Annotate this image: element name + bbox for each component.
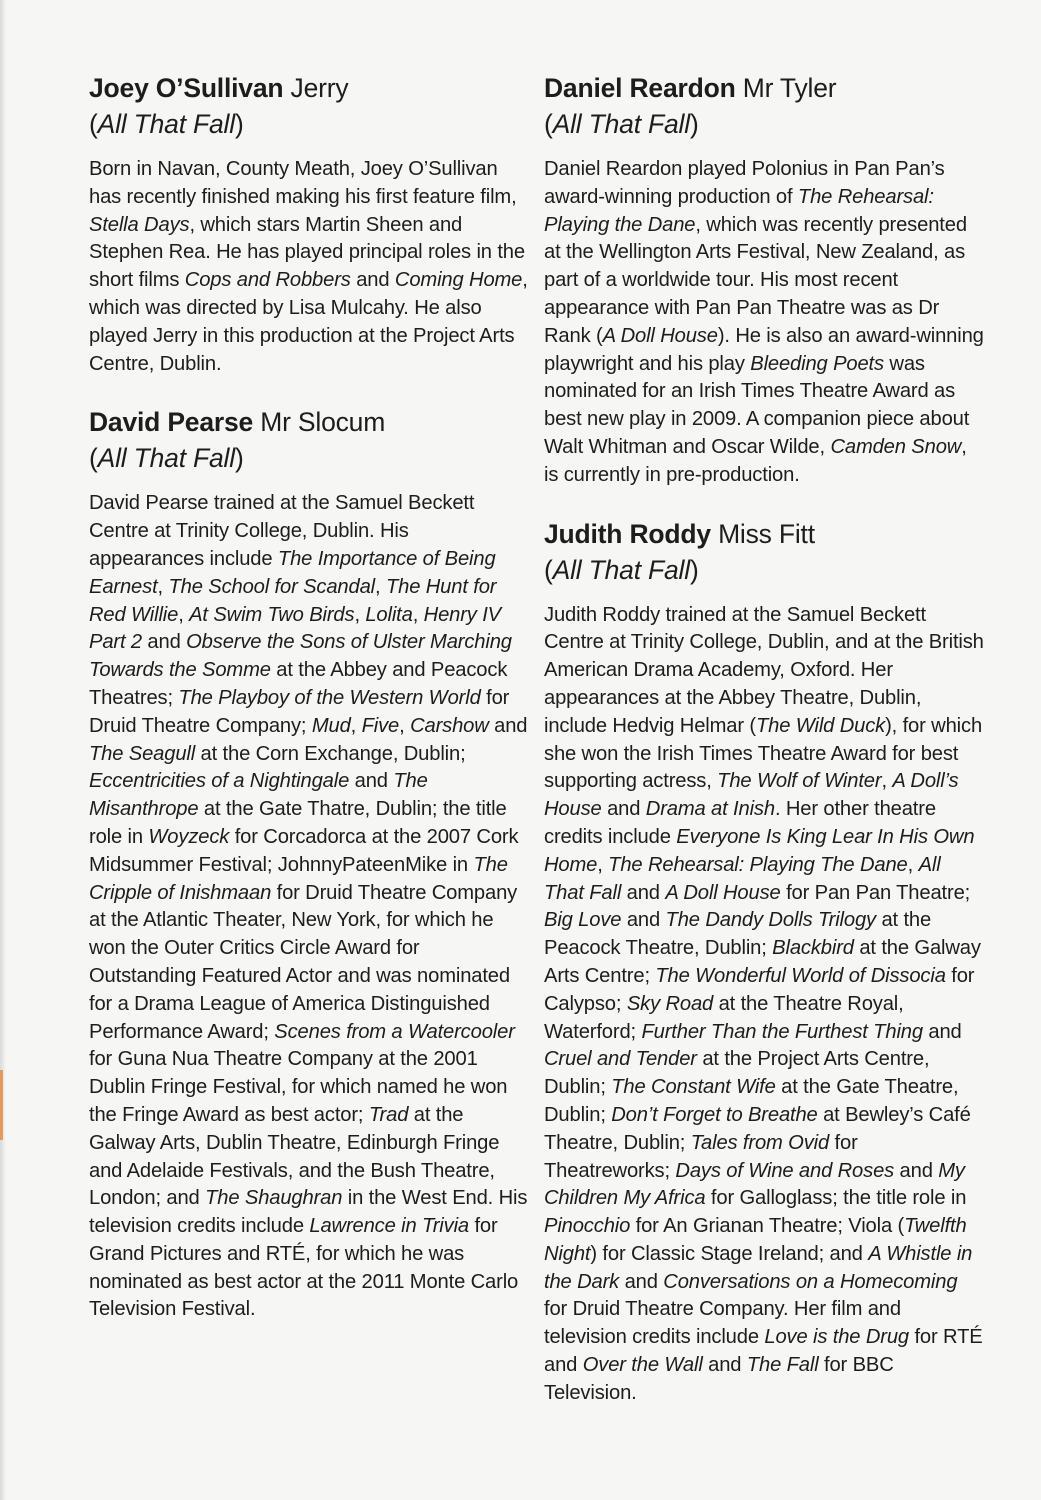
bio-text: for Grand Pictures and RTÉ, for which he was nominated as best actor at the 2011 Monte Carlo Television Festival. [89,1215,519,1321]
bio-text: Judith Roddy trained at the Samuel Beckett Centre at Trinity College, Dublin, and at the British American Drama Academy, Oxford. Her appearances at the Abbey Theatre, Dublin, include Hedvig Helmar ( [544,603,984,737]
bio-text: at the Gate Thatre, Dublin; the title role in [89,798,507,848]
actor-name: Joey O’Sullivan [89,73,284,103]
work-title: Henry IV Part 2 [89,603,501,654]
character-name: Jerry [290,73,349,103]
bio-heading [89,404,529,440]
bio-body [544,156,984,490]
work-title: At Swim Two Birds [189,603,355,626]
bio-body [544,602,984,1408]
bio-text: , [412,603,424,626]
work-title: A Doll House [665,881,781,904]
work-title: Mud [311,714,351,737]
bio-text: , [354,603,366,626]
production-title: (All That Fall) [89,109,244,139]
work-title: Lawrence in Trivia [309,1215,469,1238]
page-edge-shadow [0,0,6,1500]
bio-heading [89,70,529,106]
bio-text: , [178,603,190,626]
bio-text: and [702,1354,747,1377]
bio-judith-roddy [544,516,984,1408]
bio-text: for BBC Television. [544,1354,894,1404]
work-title: Days of Wine and Roses [675,1159,895,1182]
bio-text: , is currently in pre-production. [544,435,967,486]
work-title: All That Fall [544,853,941,904]
bio-text: and [141,631,187,654]
bio-body [89,156,529,378]
work-title: The Rehearsal: Playing The Dane [608,853,908,876]
work-title: Sky Road [626,992,714,1015]
bio-text: , which was directed by Lisa Mulcahy. He also played Jerry in this production at the Project Arts Centre, Dublin. [89,269,528,375]
bio-text: ). He is also an award-winning playwright and his play [544,324,984,375]
bio-text: at the Galway Arts, Dublin Theatre, Edinburgh Fringe and Adelaide Festivals, and the Bush Theatre, London; and [89,1103,500,1210]
work-title: The Wild Duck [755,714,886,737]
bio-text: at the Peacock Theatre, Dublin; [544,909,932,960]
bio-heading [544,516,984,552]
bio-text: for Calypso; [544,964,975,1015]
bio-text: and [601,798,646,821]
bio-text: ), for which she won the Irish Times Theatre Award for best supporting actress, [544,714,983,793]
work-title: Lolita [365,603,413,626]
work-title: A Doll House [602,324,718,347]
production-name: All That Fall [552,109,690,139]
bio-joey-osullivan [89,70,529,378]
production-name: All That Fall [97,443,235,474]
work-title: Woyzeck [148,825,230,848]
actor-name: Daniel Reardon [544,73,736,103]
bio-text: ) for Classic Stage Ireland; and [590,1242,869,1265]
bio-text: and [349,770,394,793]
work-title: Don’t Forget to Breathe [611,1103,818,1126]
work-title: The Cripple of Inishmaan [89,853,508,904]
bio-text: for Druid Theatre Company at the Atlantic Theater, New York, for which he won the Outer Critics Circle Award for Outstanding Featured Actor and was nominated for a Drama League of America Distinguished Performance Award; [89,881,518,1043]
work-title: Stella Days [89,213,190,236]
right-column [544,70,984,1434]
work-title: Carshow [410,714,489,737]
bio-text: in the West End. His television credits include [89,1187,528,1238]
bio-text: and [488,714,528,737]
work-title: Camden Snow [830,435,962,458]
bio-text: at the Theatre Royal, Waterford; [544,992,904,1043]
bio-text: for An Grianan Theatre; Viola ( [630,1215,905,1238]
bio-daniel-reardon [544,70,984,490]
bio-text: and [894,1159,939,1182]
bio-text: at the Gate Theatre, Dublin; [544,1076,959,1126]
bio-text: at the Project Arts Centre, Dublin; [544,1048,930,1099]
bio-text: for Pan Pan Theatre; [780,881,971,904]
work-title: Bleeding Poets [750,352,884,375]
bio-text: for Galloglass; the title role in [705,1187,967,1210]
bio-text: David Pearse trained at the Samuel Beckett Centre at Trinity College, Dublin. His appearances include [89,492,475,570]
work-title: Twelfth Night [544,1215,967,1265]
work-title: The Importance of Being Earnest [89,547,496,598]
character-name: Mr Tyler [742,73,837,103]
work-title: The Hunt for Red Willie [89,575,497,626]
bio-text: at the Abbey and Peacock Theatres; [89,659,508,709]
bio-text: for RTÉ and [544,1326,983,1377]
work-title: My Children My Africa [544,1159,965,1210]
work-title: The Dandy Dolls Trilogy [665,909,876,932]
bio-text: , [375,575,386,598]
work-title: Observe the Sons of Ulster Marching Towards the Somme [89,631,512,682]
bio-text: was nominated for an Irish Times Theatre Award as best new play in 2009. A companion piece about Walt Whitman and Oscar Wilde, [544,352,970,458]
work-title: The Wolf of Winter [717,770,882,793]
bio-text: , [399,714,411,737]
character-name: Mr Slocum [260,407,386,438]
production-title: (All That Fall) [544,109,699,139]
bio-text: and [619,1270,664,1293]
bio-david-pearse [89,404,529,1324]
bio-text: for Guna Nua Theatre Company at the 2001 Dublin Fringe Festival, for which named he won the Fringe Award as best actor; [89,1048,508,1126]
page-edge-mark [0,1070,3,1140]
bio-text: and [350,269,395,292]
work-title: Conversations on a Homecoming [663,1270,958,1293]
work-title: Five [361,714,400,737]
production-name: All That Fall [552,554,690,585]
work-title: The School for Scandal [168,575,376,598]
bio-text: , which stars Martin Sheen and Stephen Rea. He has played principal roles in the short films [89,213,525,292]
bio-text: at the Corn Exchange, Dublin; [195,742,466,765]
work-title: Cops and Robbers [184,269,351,292]
work-title: Love is the Drug [764,1326,909,1349]
bio-text: for Corcadorca at the 2007 Cork Midsummer Festival; JohnnyPateenMike in [89,825,519,876]
left-column [89,70,529,1350]
bio-text: , [597,853,609,876]
bio-text: , [157,575,169,598]
work-title: Further Than the Furthest Thing [641,1020,923,1043]
bio-text: Born in Navan, County Meath, Joey O’Sullivan has recently finished making his first feature film, [89,158,517,208]
work-title: Big Love [544,909,622,932]
bio-text: , [350,714,362,737]
bio-text: Daniel Reardon played Polonius in Pan Pan’s award-winning production of [544,158,945,208]
work-title: Tales from Ovid [690,1131,830,1154]
bio-text: at the Galway Arts Centre; [544,937,981,987]
work-title: The Fall [746,1354,819,1377]
bio-text: and [621,909,666,932]
work-title: Scenes from a Watercooler [274,1020,515,1043]
production-title: (All That Fall) [89,443,244,474]
work-title: A Doll’s House [544,770,959,821]
bio-body [89,490,529,1324]
bio-text: . Her other theatre credits include [544,798,936,848]
work-title: The Shaughran [205,1187,343,1210]
work-title: The Playboy of the Western World [178,686,481,709]
actor-name: David Pearse [89,407,254,438]
work-title: A Whistle in the Dark [544,1242,973,1293]
production-name: All That Fall [97,109,235,139]
work-title: Eccentricities of a Nightingale [89,770,350,793]
work-title: The Constant Wife [611,1076,776,1099]
work-title: Over the Wall [582,1354,703,1377]
work-title: Drama at Inish [645,798,775,821]
work-title: The Wonderful World of Dissocia [655,964,946,987]
work-title: The Misanthrope [89,770,428,821]
work-title: Coming Home [394,269,523,292]
bio-text: for Theatreworks; [544,1131,858,1182]
bio-heading [544,70,984,106]
work-title: Cruel and Tender [544,1048,697,1071]
bio-text: and [621,881,666,904]
bio-text: , which was recently presented at the Wellington Arts Festival, New Zealand, as part of a worldwide tour. His most recent appearance with Pan Pan Theatre was as Dr Rank ( [544,213,967,347]
work-title: Everyone Is King Lear In His Own Home [544,825,975,876]
work-title: Pinocchio [544,1215,631,1238]
character-name: Miss Fitt [718,518,815,549]
bio-text: , [881,770,893,793]
actor-name: Judith Roddy [544,518,711,549]
bio-text: at Bewley’s Café Theatre, Dublin; [544,1103,971,1154]
bio-text: for Druid Theatre Company. Her film and television credits include [544,1298,901,1349]
work-title: The Seagull [89,742,196,765]
work-title: The Rehearsal: Playing the Dane [544,185,934,236]
bio-text: , [907,853,919,876]
work-title: Blackbird [772,937,854,960]
production-title: (All That Fall) [544,554,699,585]
work-title: Trad [368,1103,409,1126]
bio-text: for Druid Theatre Company; [89,686,510,737]
bio-text: and [922,1020,962,1043]
